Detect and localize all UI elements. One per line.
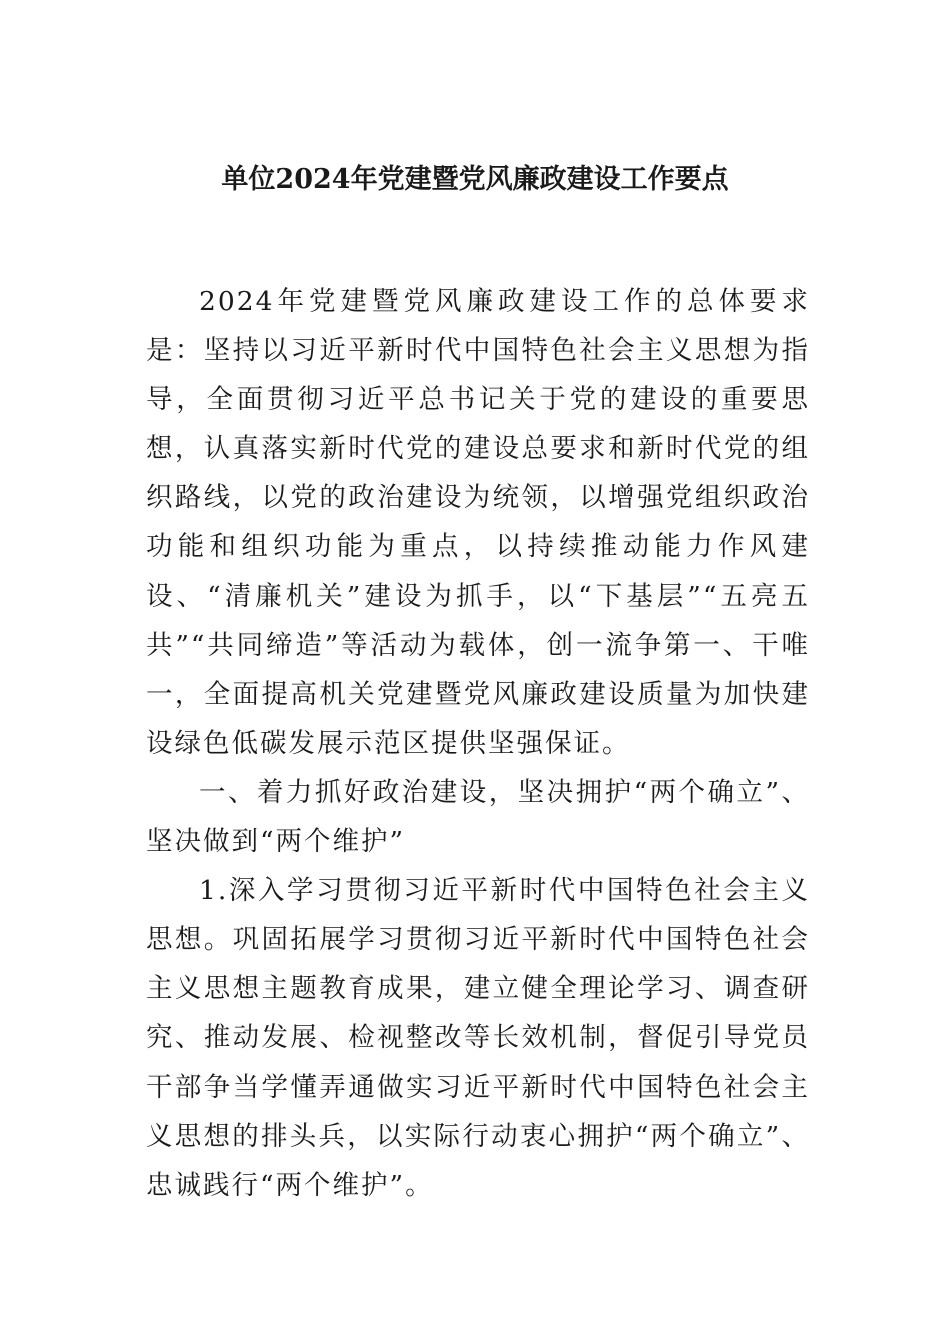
document-title: 单位2024年党建暨党风廉政建设工作要点 [221,164,729,195]
document-body [146,277,810,1210]
paragraph-overall-requirements: 2024年党建暨党风廉政建设工作的总体要求是：坚持以习近平新时代中国特色社会主义思想为指导，全面贯彻习近平总书记关于党的建设的重要思想，认真落实新时代党的建设总要求和新时代党的组织路线，以党的政治建设为统领，以增强党组织政治功能和组织功能为重点，以持续推动能力作风建设、“清廉机关”建设为抓手，以“下基层”“五亮五共”“共同缔造”等活动为载体，创一流争第一、干唯一，全面提高机关党建暨党风廉政建设质量为加快建设绿色低碳发展示范区提供坚强保证。 [146,286,810,759]
paragraph-item-1: 1.深入学习贯彻习近平新时代中国特色社会主义思想。巩固拓展学习贯彻习近平新时代中国特色社会主义思想主题教育成果，建立健全理论学习、调查研究、推动发展、检视整改等长效机制，督促引导党员干部争当学懂弄通做实习近平新时代中国特色社会主义思想的排头兵，以实际行动衷心拥护“两个确立”、忠诚践行“两个维护”。 [146,875,810,1201]
section-heading-political-construction: 一、着力抓好政治建设，坚决拥护“两个确立”、坚决做到“两个维护” [146,776,810,858]
